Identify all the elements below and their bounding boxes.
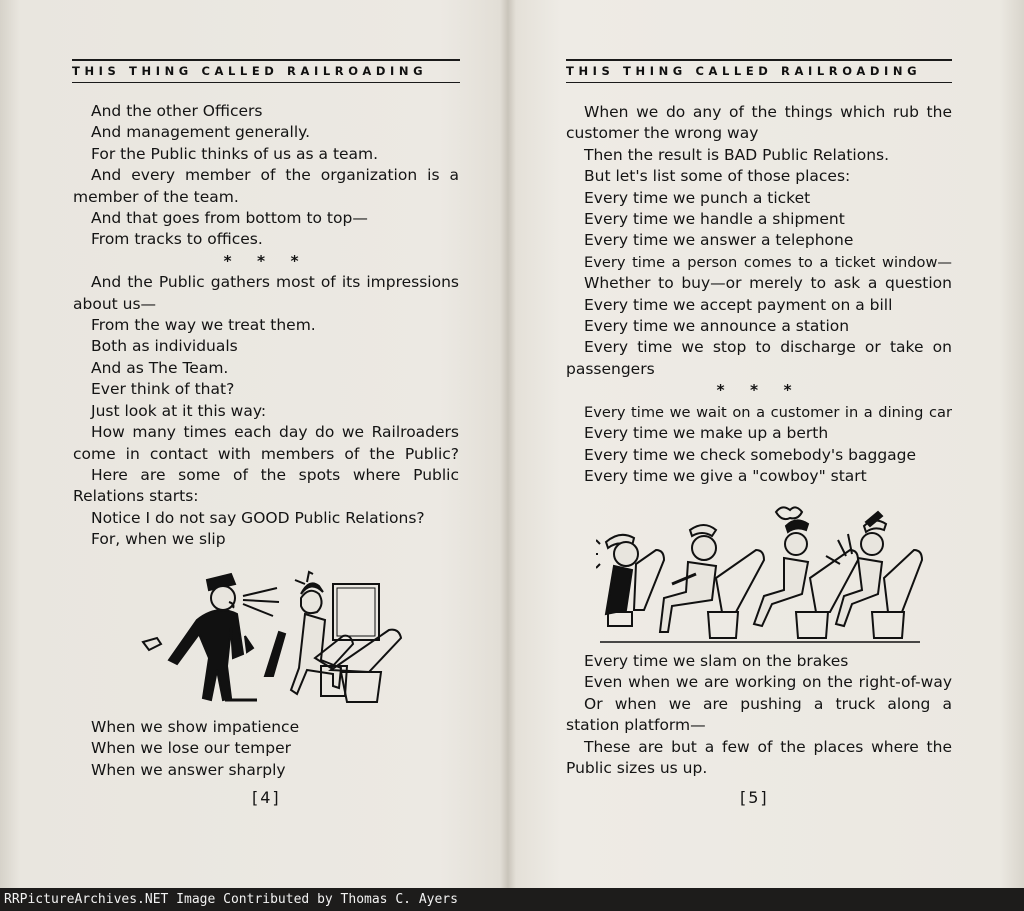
text-line: Public sizes us up.	[566, 759, 708, 778]
image-credit-bar: RRPictureArchives.NET Image Contributed by Thomas C. Ayers	[0, 888, 1024, 911]
text-line: Every time we give a "cowboy" start	[584, 466, 867, 485]
running-head: THIS THING CALLED RAILROADING	[566, 64, 922, 78]
text-line: Ever think of that?	[91, 380, 235, 399]
running-head: THIS THING CALLED RAILROADING	[72, 64, 428, 78]
text-line: And the other Officers	[91, 102, 263, 120]
section-separator: * * *	[223, 251, 309, 270]
text-line: Every time we punch a ticket	[584, 188, 811, 207]
page-number: [4]	[252, 788, 281, 807]
text-line: When we lose our temper	[91, 739, 291, 758]
text-line: about us—	[73, 294, 157, 313]
text-line: And every member of the organization is a	[91, 166, 459, 185]
text-line: come in contact with members of the Public?	[73, 444, 459, 463]
text-line: Every time we make up a berth	[584, 424, 829, 443]
section-separator: * * *	[716, 381, 802, 400]
text-line: When we show impatience	[91, 718, 300, 736]
text-line: And the Public gathers most of its impressions	[91, 273, 459, 292]
text-line: customer the wrong way	[566, 124, 759, 143]
text-line: Every time we handle a shipment	[584, 210, 845, 229]
text-line: Every time we wait on a customer in a dining car	[584, 403, 952, 421]
text-line: Relations starts:	[73, 487, 199, 506]
text-line: Notice I do not say GOOD Public Relations?	[91, 508, 425, 527]
text-line: Every time we stop to discharge or take on	[584, 338, 952, 357]
text-line: From tracks to offices.	[91, 230, 263, 249]
text-line: Every time we accept payment on a bill	[584, 295, 893, 314]
text-line: Every time we answer a telephone	[584, 231, 854, 250]
text-block-top	[73, 101, 459, 551]
text-line: Here are some of the spots where Public	[91, 465, 459, 484]
page-number: [5]	[740, 788, 769, 807]
text-line: Or when we are pushing a truck along a	[584, 694, 952, 713]
page-4	[0, 0, 508, 888]
text-line: And as The Team.	[91, 358, 229, 377]
text-line: Just look at it this way:	[91, 401, 267, 420]
text-line: Every time we slam on the brakes	[584, 652, 849, 670]
head-rule-top	[72, 59, 460, 61]
text-line: member of the team.	[73, 187, 239, 206]
text-line: Both as individuals	[91, 337, 238, 356]
text-line: Every time a person comes to a ticket window—	[584, 253, 952, 271]
text-line: For the Public thinks of us as a team.	[91, 144, 379, 163]
text-line: When we do any of the things which rub the	[584, 103, 952, 121]
text-line: Even when we are working on the right-of-way	[584, 673, 952, 692]
text-block-top	[566, 102, 952, 487]
text-line: Every time we check somebody's baggage	[584, 445, 917, 464]
text-line: For, when we slip	[91, 530, 226, 549]
text-line: From the way we treat them.	[91, 316, 316, 335]
text-line: How many times each day do we Railroaders	[91, 423, 459, 442]
text-line: When we answer sharply	[91, 760, 286, 779]
head-rule-top	[566, 59, 952, 61]
text-line: And management generally.	[91, 123, 311, 142]
text-line: passengers	[566, 359, 655, 378]
head-rule-bottom	[72, 82, 460, 83]
text-line: station platform—	[566, 716, 706, 735]
head-rule-bottom	[566, 82, 952, 83]
text-line: But let's list some of those places:	[584, 167, 851, 186]
text-block-bottom	[73, 717, 459, 781]
jolted-passengers-illustration	[596, 504, 926, 646]
conductor-scolding-illustration	[135, 566, 405, 706]
text-line: These are but a few of the places where the	[584, 737, 952, 756]
page-5	[512, 0, 1024, 888]
text-block-bottom	[566, 651, 952, 779]
text-line: Then the result is BAD Public Relations.	[584, 145, 890, 164]
text-line: And that goes from bottom to top—	[91, 209, 368, 228]
text-line: Whether to buy—or merely to ask a question	[584, 274, 952, 293]
text-line: Every time we announce a station	[584, 317, 850, 336]
